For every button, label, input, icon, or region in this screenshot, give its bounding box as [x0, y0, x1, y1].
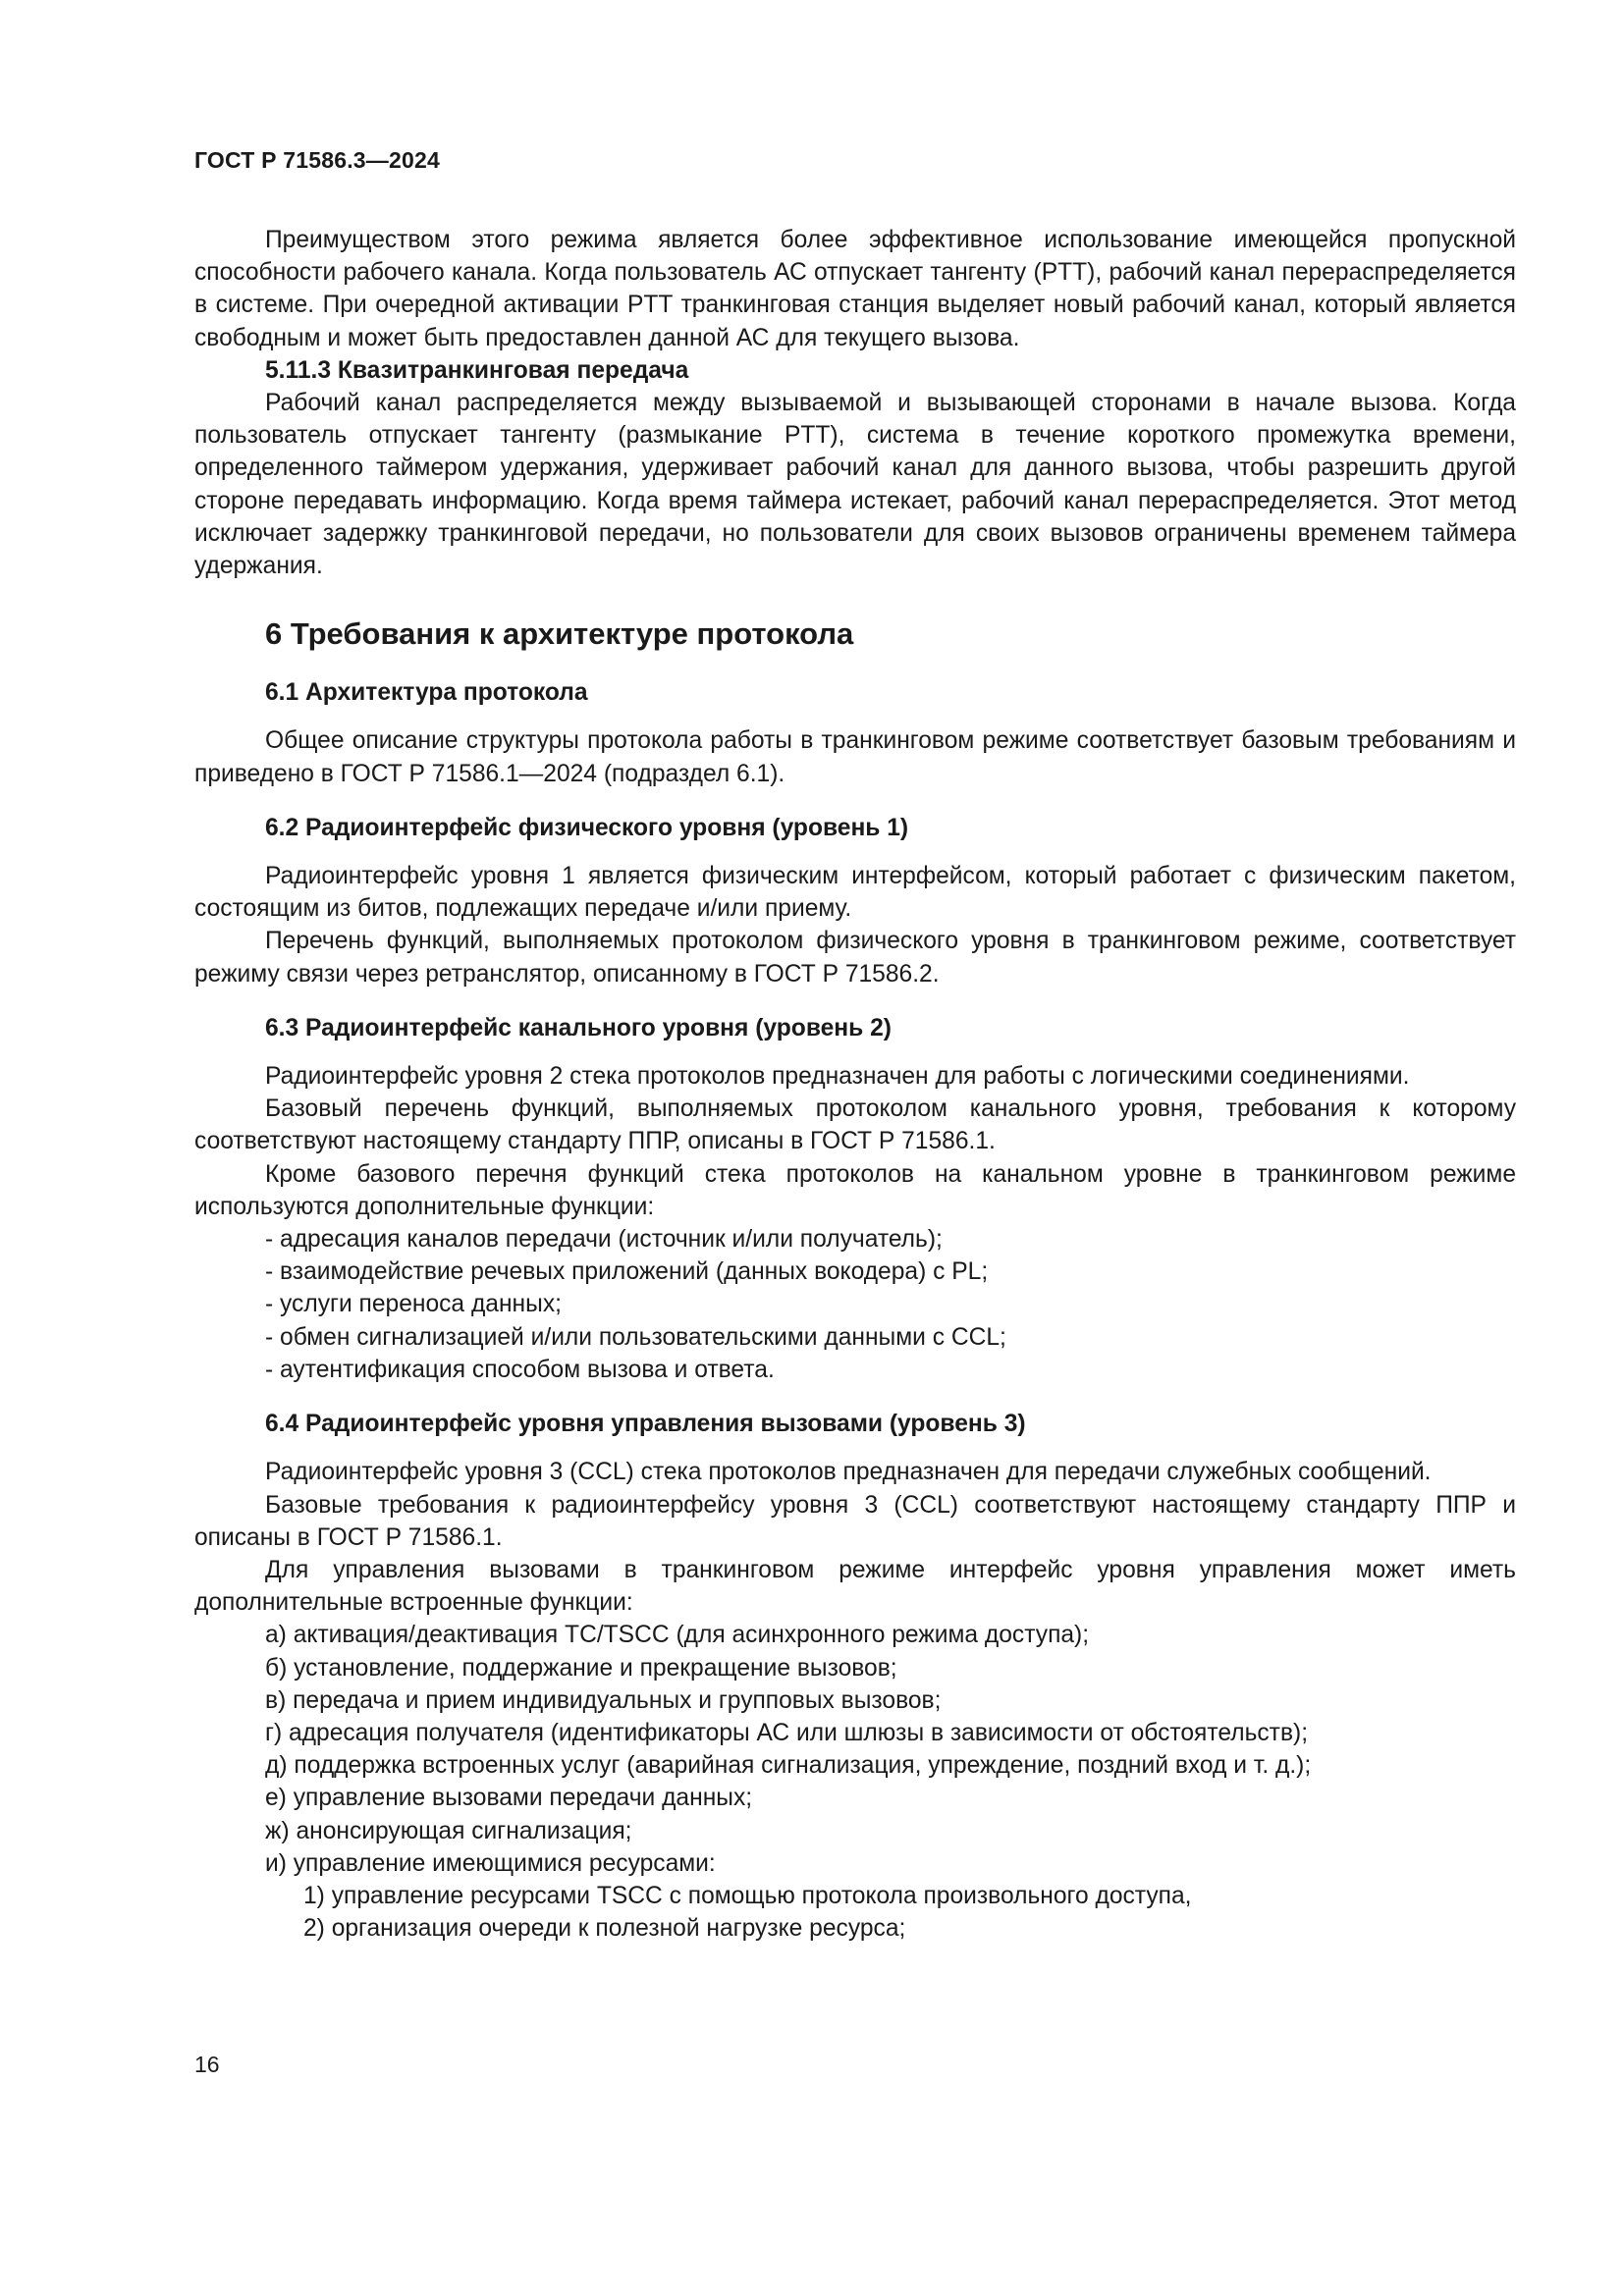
list-item-6-3: - услуги переноса данных; [265, 1291, 562, 1318]
list-item-6-3: - обмен сигнализацией и/или пользовательскими данными с CCL; [265, 1323, 1006, 1351]
list-item-6-4: г) адресация получателя (идентификаторы АС или шлюзы в зависимости от обстоятельств); [265, 1719, 1309, 1746]
list-item-6-4: е) управление вызовами передачи данных; [265, 1785, 753, 1812]
paragraph-6-2-2: Перечень функций, выполняемых протоколом физического уровня в транкинговом режиме, соответствует режиму связи через ретранслятор, описанному в ГОСТ Р 71586.2. [194, 928, 1516, 988]
running-header: ГОСТ Р 71586.3—2024 [194, 147, 440, 173]
subsection-title-6-1: 6.1 Архитектура протокола [265, 679, 588, 707]
paragraph-6-2-1: Радиоинтерфейс уровня 1 является физическим интерфейсом, который работает с физическим пакетом, состоящим из битов, подлежащих передаче и/или приему. [194, 863, 1516, 923]
subsection-title-6-2: 6.2 Радиоинтерфейс физического уровня (уровень 1) [265, 814, 909, 841]
list-item-6-4: б) установление, поддержание и прекращение вызовов; [265, 1654, 897, 1682]
list-item-6-3: - адресация каналов передачи (источник и/или получатель); [265, 1226, 943, 1254]
subsection-title-5-11-3: 5.11.3 Квазитранкинговая передача [265, 356, 689, 384]
list-item-6-4: д) поддержка встроенных услуг (аварийная сигнализация, упреждение, поздний вход и т. д.); [265, 1752, 1312, 1780]
page-number: 16 [194, 2052, 220, 2077]
section-title-6: 6 Требования к архитектуре протокола [265, 616, 854, 652]
paragraph-6-4-3: Для управления вызовами в транкинговом режиме интерфейс уровня управления может иметь дополнительные встроенные функции: [194, 1556, 1516, 1617]
list-item-6-4: в) передача и прием индивидуальных и групповых вызовов; [265, 1686, 942, 1714]
list-item-6-4: а) активация/деактивация TC/TSCC (для асинхронного режима доступа); [265, 1622, 1090, 1649]
paragraph-6-3-1: Радиоинтерфейс уровня 2 стека протоколов предназначен для работы с логическими соединениями. [265, 1063, 1410, 1091]
paragraph-6-3-3: Кроме базового перечня функций стека протоколов на канальном уровне в транкинговом режиме используются дополнительные функции: [194, 1160, 1516, 1220]
list-item-6-4: и) управление имеющимися ресурсами: [265, 1849, 716, 1877]
page-content [194, 224, 1516, 1945]
subsection-title-6-3: 6.3 Радиоинтерфейс канального уровня (уровень 2) [265, 1014, 892, 1041]
paragraph-quasi-trunking: Рабочий канал распределяется между вызываемой и вызывающей сторонами в начале вызова. Когда пользователь отпускает тангенту (размыкание PTT), система в течение короткого промежутка времени, определенного таймером удержания, удерживает рабочий канал для данного вызова, чтобы разрешить другой стороне передавать информацию. Когда время таймера истекает, рабочий канал перераспределяется. Этот метод исключает задержку транкинговой передачи, но пользователи для своих вызовов ограничены временем таймера удержания. [194, 390, 1516, 580]
paragraph-advantage: Преимуществом этого режима является более эффективное использование имеющейся пропускной способности рабочего канала. Когда пользователь АС отпускает тангенту (PTT), рабочий канал перераспределяется в системе. При очередной активации PTT транкинговая станция выделяет новый рабочий канал, который является свободным и может быть предоставлен данной АС для текущего вызова. [194, 227, 1516, 351]
paragraph-6-1: Общее описание структуры протокола работы в транкинговом режиме соответствует базовым требованиям и приведено в ГОСТ Р 71586.1—2024 (подраздел 6.1). [194, 727, 1516, 787]
list-item-6-4: ж) анонсирующая сигнализация; [265, 1817, 632, 1844]
list-item-6-3: - взаимодействие речевых приложений (данных вокодера) с PL; [265, 1258, 989, 1286]
list-item-6-3: - аутентификация способом вызова и ответа. [265, 1356, 775, 1383]
document-page [194, 0, 1516, 2296]
sub-list-item-6-4: 1) управление ресурсами TSCC с помощью протокола произвольного доступа, [303, 1882, 1192, 1909]
paragraph-6-4-1: Радиоинтерфейс уровня 3 (CCL) стека протоколов предназначен для передачи служебных сообщений. [265, 1459, 1432, 1486]
paragraph-6-4-2: Базовые требования к радиоинтерфейсу уровня 3 (CCL) соответствуют настоящему стандарту ППР и описаны в ГОСТ Р 71586.1. [194, 1491, 1516, 1551]
paragraph-6-3-2: Базовый перечень функций, выполняемых протоколом канального уровня, требования к которому соответствуют настоящему стандарту ППР, описаны в ГОСТ Р 71586.1. [194, 1095, 1516, 1155]
subsection-title-6-4: 6.4 Радиоинтерфейс уровня управления вызовами (уровень 3) [265, 1411, 1026, 1438]
sub-list-item-6-4: 2) организация очереди к полезной нагрузке ресурса; [303, 1915, 906, 1943]
